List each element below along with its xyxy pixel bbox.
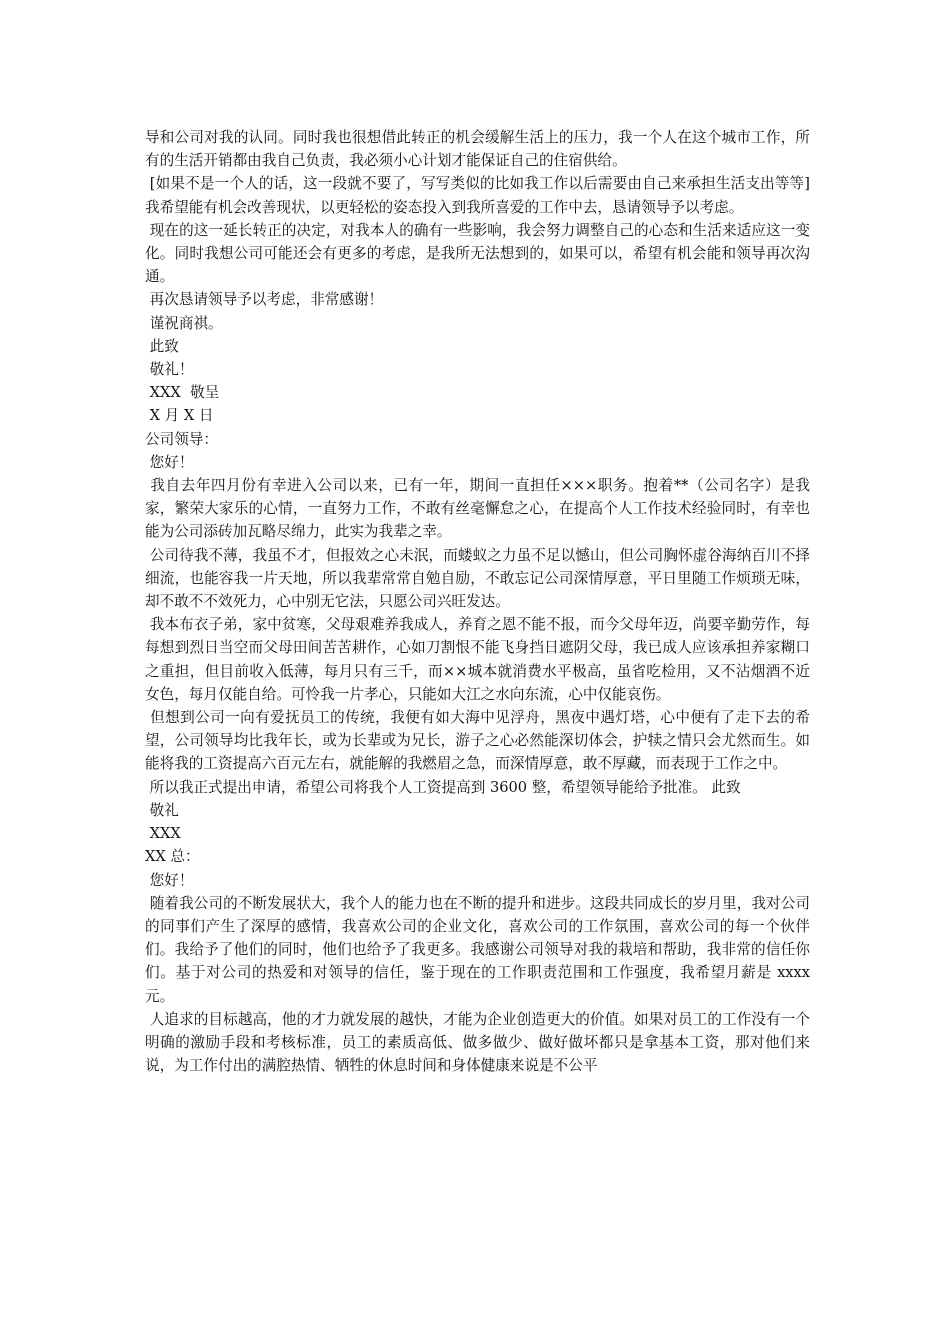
paragraph: 但想到公司一向有爱抚员工的传统，我便有如大海中见浮舟，黑夜中遇灯塔，心中便有了走下去的希望，公司领导均比我年长，或为长辈或为兄长，游子之心必然能深切体会，护犊之情只会尤然而生。如能将我的工资提高六百元左右，就能解的我燃眉之急，而深情厚意，敢不厚藏，而表现于工作之中。: [145, 709, 810, 773]
greeting: 您好！: [145, 453, 194, 471]
signature-line: XXX: [145, 825, 181, 843]
paragraph: [如果不是一个人的话，这一段就不要了，写写类似的比如我工作以后需要由自己来承担生活支出等等]我希望能有机会改善现状，以更轻松的姿态投入到我所喜爱的工作中去，恳请领导予以考虑。: [145, 175, 810, 216]
salutation: XX 总：: [145, 848, 200, 866]
greeting: 您好！: [145, 871, 194, 889]
salutation: 公司领导：: [145, 430, 218, 448]
paragraph: 人追求的目标越高，他的才力就发展的越快，才能为企业创造更大的价值。如果对员工的工作没有一个明确的激励手段和考核标准，员工的素质高低、做多做少、做好做坏都只是拿基本工资，那对他们来说，为工作付出的满腔热情、牺牲的休息时间和身体健康来说是不公平: [145, 1010, 811, 1075]
closing-line: 敬礼！: [145, 361, 194, 379]
paragraph: 我本布衣子弟，家中贫寒，父母艰难养我成人，养育之恩不能不报，而今父母年迈，尚要辛勤劳作，每每想到烈日当空而父母田间苦苦耕作，心如刀割恨不能飞身挡日遮阴父母，我已成人应该承担养家糊口之重担，但目前收入低薄，每月只有三千，而××城本就消费水平极高，虽省吃检用，又不沾烟酒不近女色，每月仅能自给。可怜我一片孝心，只能如大江之水向东流，心中仅能哀伤。: [145, 616, 811, 703]
paragraph: 导和公司对我的认同。同时我也很想借此转正的机会缓解生活上的压力，我一个人在这个城市工作，所有的生活开销都由我自己负责，我必须小心计划才能保证自己的住宿供给。: [145, 129, 810, 170]
paragraph: 再次恳请领导予以考虑，非常感谢！: [145, 291, 384, 309]
paragraph: 现在的这一延长转正的决定，对我本人的确有一些影响，我会努力调整自己的心态和生活来适应这一变化。同时我想公司可能还会有更多的考虑，是我所无法想到的，如果可以，希望有机会能和领导再次沟通。: [145, 221, 811, 286]
paragraph: 公司待我不薄，我虽不才，但报效之心未泯，而蝼蚁之力虽不足以憾山，但公司胸怀虚谷海纳百川不择细流，也能容我一片天地，所以我辈常常自勉自励，不敢忘记公司深情厚意，平日里随工作烦琐无味，却不敢不不效死力，心中别无它法，只愿公司兴旺发达。: [145, 546, 811, 611]
paragraph: 随着我公司的不断发展状大，我个人的能力也在不断的提升和进步。这段共同成长的岁月里，我对公司的同事们产生了深厚的感情，我喜欢公司的企业文化，喜欢公司的工作氛围，喜欢公司的每一个伙伴们。我给予了他们的同时，他们也给予了我更多。我感谢公司领导对我的栽培和帮助，我非常的信任你们。基于对公司的热爱和对领导的信任，鉴于现在的工作职责范围和工作强度，我希望月薪是 xxxx 元。: [145, 894, 815, 1005]
paragraph: 我自去年四月份有幸进入公司以来，已有一年，期间一直担任×××职务。抱着**（公司名字）是我家，繁荣大家乐的心情，一直努力工作，不敢有丝毫懈怠之心，在提高个人工作技术经验同时，有幸也能为公司添砖加瓦略尽绵力，此实为我辈之幸。: [145, 477, 810, 541]
document-body: [145, 126, 815, 1077]
signature-line: XXX 敬呈: [145, 384, 220, 402]
date-line: X 月 X 日: [145, 407, 214, 425]
closing-line: 此致: [145, 337, 179, 355]
closing-line: 敬礼: [145, 801, 179, 819]
paragraph: 所以我正式提出申请，希望公司将我个人工资提高到 3600 整，希望领导能给予批准。 此致: [145, 778, 741, 796]
closing-line: 谨祝商祺。: [145, 314, 223, 332]
